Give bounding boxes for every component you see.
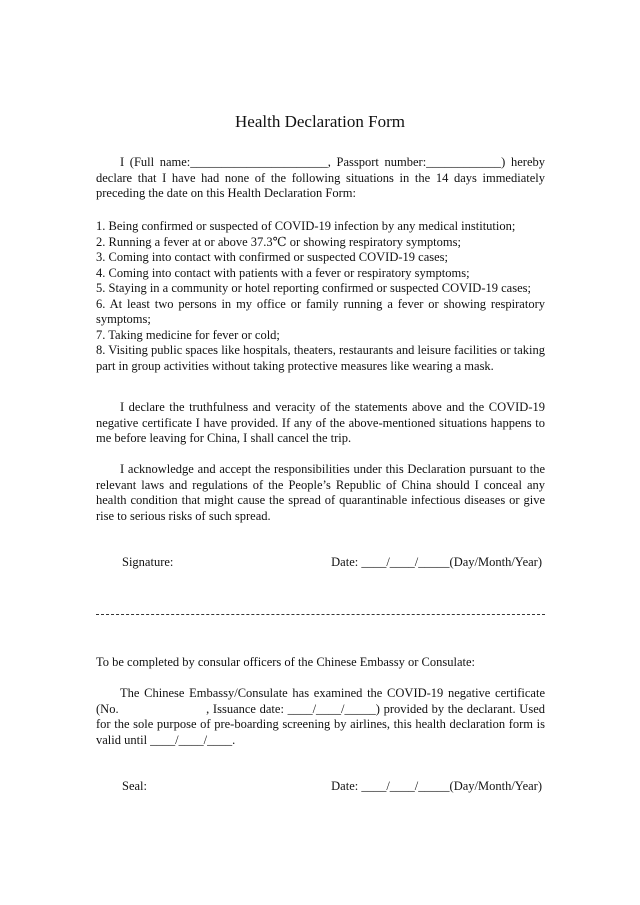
situations-list xyxy=(96,219,545,374)
list-item: 6. At least two persons in my office or family running a fever or showing respiratory symptoms; xyxy=(96,296,545,326)
list-item: 8. Visiting public spaces like hospitals, theaters, restaurants and leisure facilities or taking part in group activities without taking protective measures like wearing a mask. xyxy=(96,343,545,373)
cut-line-divider xyxy=(96,614,545,615)
acknowledgement-paragraph: I acknowledge and accept the responsibilities under this Declaration pursuant to the relevant laws and regulations of the People’s Republic of China should I conceal any health condition that might cause the spread of quarantinable infectious diseases or give rise to serious risks of such spread. xyxy=(96,462,545,523)
list-item: 3. Coming into contact with confirmed or suspected COVID-19 cases; xyxy=(96,250,449,264)
seal-date: Date: ____/____/_____(Day/Month/Year) xyxy=(331,779,542,793)
list-item: 4. Coming into contact with patients with a fever or respiratory symptoms; xyxy=(96,265,470,280)
list-item: 7. Taking medicine for fever or cold; xyxy=(96,327,280,342)
consular-paragraph: The Chinese Embassy/Consulate has examined the COVID-19 negative certificate (No. , Issuance date: ____/____/_____) provided by the declarant. Used for the sole purpose of pre-boarding screening by airlines, this health declaration form is valid until ____/____/____. xyxy=(96,686,549,747)
list-item: 2. Running a fever at or above 37.3℃ or showing respiratory symptoms; xyxy=(96,234,461,249)
signature-date: Date: ____/____/_____(Day/Month/Year) xyxy=(331,555,542,569)
seal-label: Seal: xyxy=(122,779,147,793)
signature-label: Signature: xyxy=(122,555,174,569)
list-item: 5. Staying in a community or hotel reporting confirmed or suspected COVID-19 cases; xyxy=(96,281,531,295)
declaration-paragraph: I declare the truthfulness and veracity of the statements above and the COVID-19 negative certificate I have provided. If any of the above-mentioned situations happens to me before leaving for China, I shall cancel the trip. xyxy=(96,400,545,445)
intro-paragraph: I (Full name:______________________, Passport number:____________) hereby declare that I have had none of the following situations in the 14 days immediately preceding the date on this Health Declaration Form: xyxy=(96,155,549,200)
list-item: 1. Being confirmed or suspected of COVID-19 infection by any medical institution; xyxy=(96,219,516,233)
page-title: Health Declaration Form xyxy=(235,112,405,131)
consular-heading: To be completed by consular officers of the Chinese Embassy or Consulate: xyxy=(96,655,476,669)
